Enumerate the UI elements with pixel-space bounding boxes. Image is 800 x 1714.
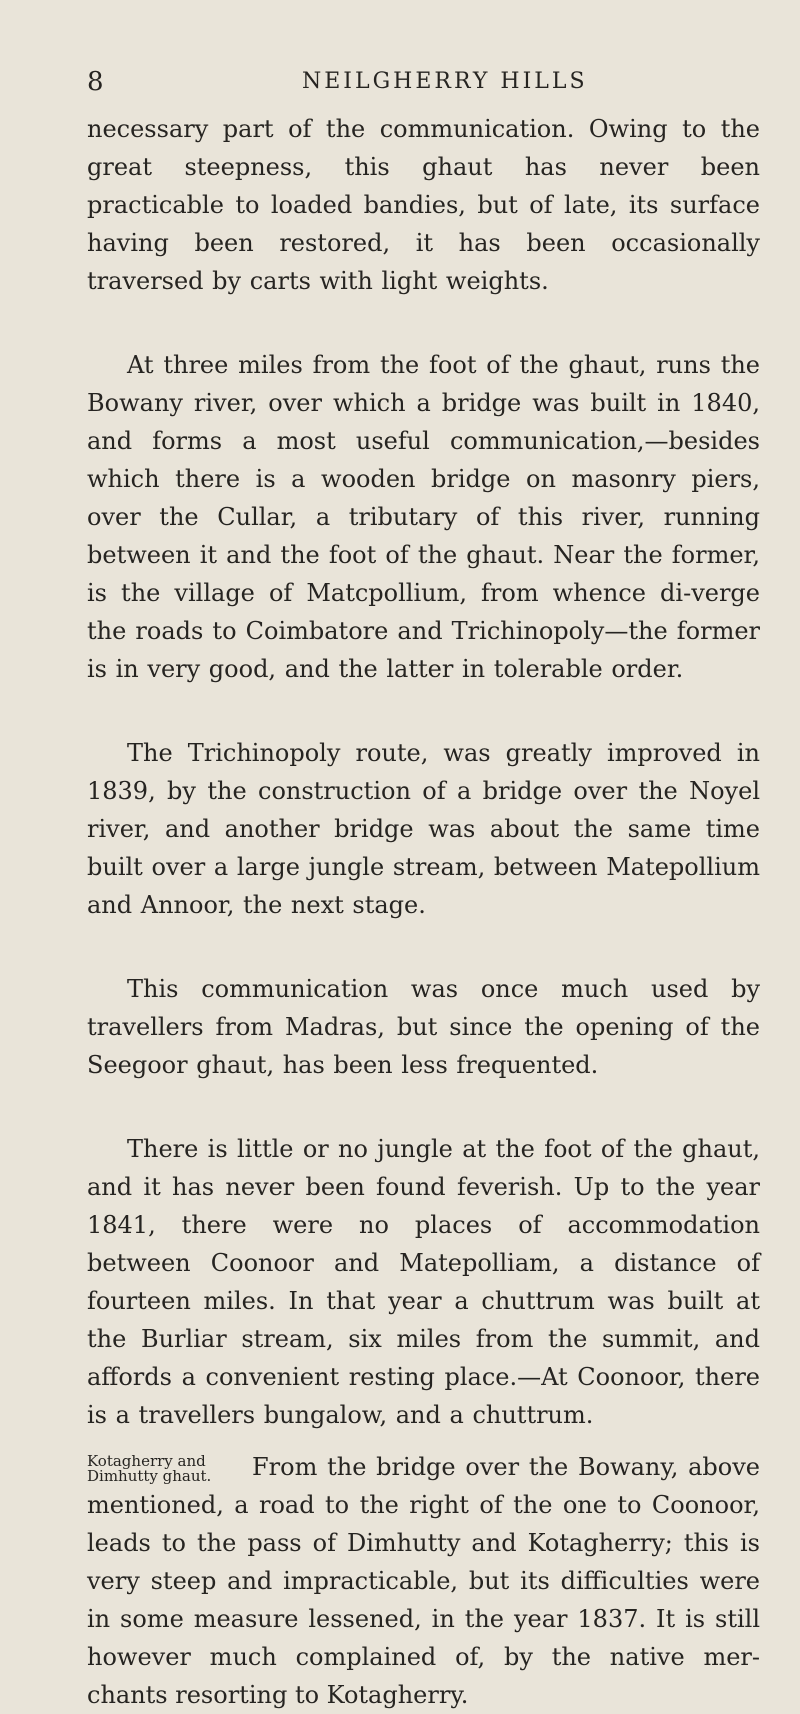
page-header [87,62,760,102]
paragraph: necessary part of the communication. Owing to the great steepness, this ghaut has never been practicable to loaded bandies, but of late, its surface having been restored, it has been occasionally traversed by carts with light weights. [87,115,760,295]
side-note-block [87,1448,760,1714]
paragraph: From the bridge over the Bowany, above mentioned, a road to the right of the one to Coonoor, leads to the pass of Dimhutty and Kotagherry; this is very steep and impracticable, but its difficulties were in some measure lessened, in the year 1837. It is still however much complained of, by the native mer-chants resorting to Kotagherry. [87,1453,760,1709]
paragraph: At three miles from the foot of the ghaut, runs the Bowany river, over which a bridge was built in 1840, and forms a most useful communication,—besides which there is a wooden bridge on masonry piers, over the Cullar, a tributary of this river, running between it and the foot of the ghaut. Near the former, is the village of Matcpollium, from whence di-verge the roads to Coimbatore and Trichinopoly—the former is in very good, and the latter in tolerable order. [87,351,760,683]
running-head: NEILGHERRY HILLS [302,69,588,94]
page-number: 8 [87,67,104,97]
paragraph: This communication was once much used by travellers from Madras, but since the opening of the Seegoor ghaut, has been less frequented. [87,975,760,1079]
margin-note: Kotagherry and Dimhutty ghaut. [87,1452,212,1485]
paragraph: There is little or no jungle at the foot of the ghaut, and it has never been found feverish. Up to the year 1841, there were no places of accommodation between Coonoor and Matepolliam, a distance of fourteen miles. In that year a chuttrum was built at the Burliar stream, six miles from the summit, and affords a convenient resting place.—At Coonoor, there is a travellers bungalow, and a chuttrum. [87,1135,760,1429]
paragraph: The Trichinopoly route, was greatly improved in 1839, by the construction of a bridge over the Noyel river, and another bridge was about the same time built over a large jungle stream, between Matepollium and Annoor, the next stage. [87,739,760,919]
body-text [87,110,760,1714]
